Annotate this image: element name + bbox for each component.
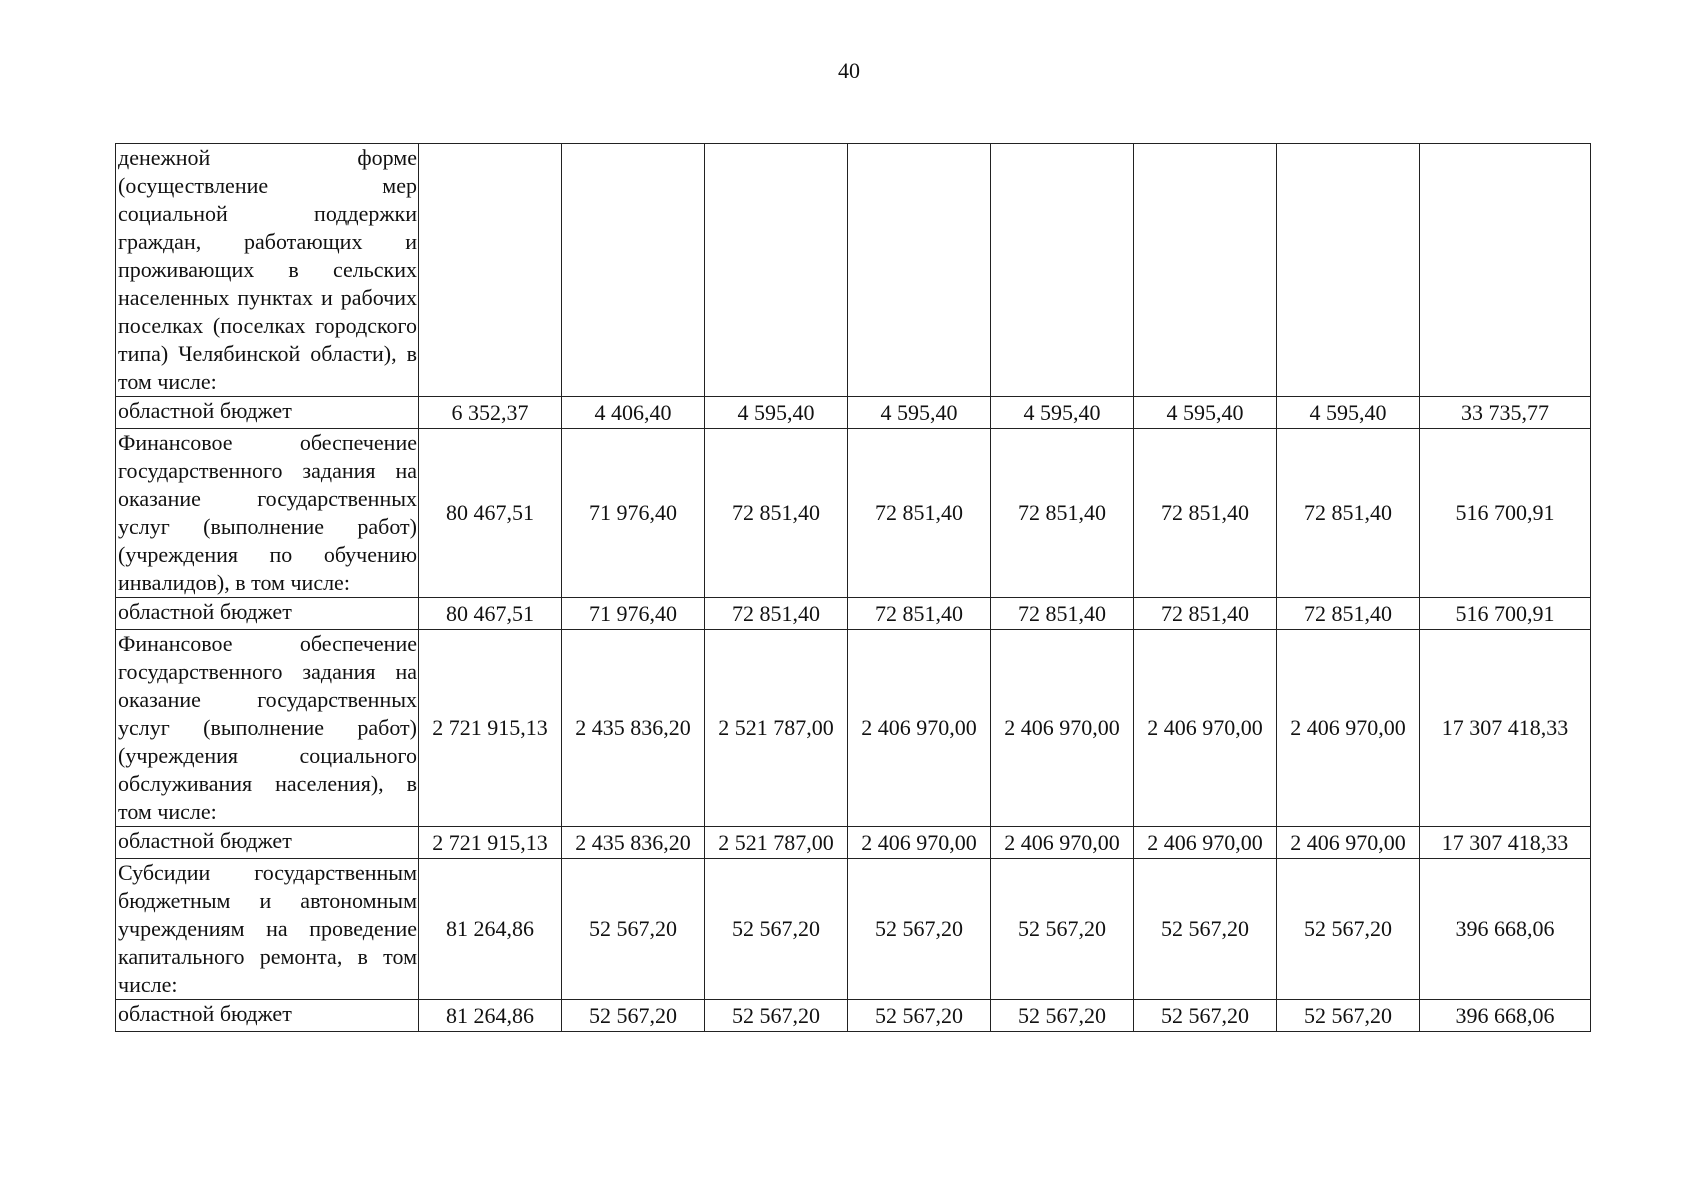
value-cell: 72 851,40 [848,429,991,598]
budget-table-body [116,144,1591,1032]
value-cell: 72 851,40 [848,598,991,630]
value-cell: 52 567,20 [1134,1000,1277,1032]
funding-source-cell: областной бюджет [116,1000,419,1032]
item-description-cell: Финансовое обеспечение государственного задания на оказание государственных услуг (выполнение работ) (учреждения социального обслуживания населения), в том числе: [116,630,419,827]
value-cell: 4 595,40 [848,397,991,429]
value-cell: 2 406 970,00 [1134,630,1277,827]
value-cell: 52 567,20 [848,859,991,1000]
funding-source-cell: областной бюджет [116,598,419,630]
total-cell: 33 735,77 [1420,397,1591,429]
funding-source-cell: областной бюджет [116,827,419,859]
value-cell [991,144,1134,397]
value-cell [419,144,562,397]
value-cell: 2 406 970,00 [1277,630,1420,827]
value-cell: 81 264,86 [419,859,562,1000]
value-cell: 4 595,40 [1277,397,1420,429]
value-cell: 2 406 970,00 [848,827,991,859]
value-cell: 52 567,20 [562,1000,705,1032]
value-cell: 71 976,40 [562,598,705,630]
subtotal-row [116,1000,1591,1032]
item-description-cell: денежной форме (осуществление мер социальной поддержки граждан, работающих и проживающих в сельских населенных пунктах и рабочих поселках (поселках городского типа) Челябинской области), в том числе: [116,144,419,397]
total-cell: 17 307 418,33 [1420,630,1591,827]
value-cell: 80 467,51 [419,598,562,630]
subtotal-row [116,827,1591,859]
value-cell [848,144,991,397]
table-row [116,630,1591,827]
value-cell: 4 406,40 [562,397,705,429]
value-cell: 72 851,40 [1277,598,1420,630]
value-cell: 72 851,40 [1277,429,1420,598]
table-row [116,429,1591,598]
total-cell: 396 668,06 [1420,859,1591,1000]
value-cell: 2 406 970,00 [991,630,1134,827]
value-cell: 52 567,20 [1134,859,1277,1000]
total-cell: 396 668,06 [1420,1000,1591,1032]
value-cell: 71 976,40 [562,429,705,598]
value-cell [1134,144,1277,397]
value-cell: 72 851,40 [1134,598,1277,630]
item-description-cell: Субсидии государственным бюджетным и автономным учреждениям на проведение капитального ремонта, в том числе: [116,859,419,1000]
value-cell: 52 567,20 [705,859,848,1000]
value-cell [705,144,848,397]
value-cell: 52 567,20 [991,859,1134,1000]
value-cell: 72 851,40 [705,429,848,598]
total-cell: 17 307 418,33 [1420,827,1591,859]
page-number: 40 [838,58,860,83]
total-cell [1420,144,1591,397]
value-cell [562,144,705,397]
value-cell: 81 264,86 [419,1000,562,1032]
value-cell: 2 406 970,00 [1277,827,1420,859]
value-cell: 6 352,37 [419,397,562,429]
value-cell [1277,144,1420,397]
value-cell: 52 567,20 [562,859,705,1000]
value-cell: 72 851,40 [991,598,1134,630]
table-row [116,859,1591,1000]
total-cell: 516 700,91 [1420,598,1591,630]
value-cell: 52 567,20 [848,1000,991,1032]
value-cell: 52 567,20 [705,1000,848,1032]
budget-table [115,143,1591,1032]
value-cell: 2 721 915,13 [419,630,562,827]
value-cell: 2 406 970,00 [1134,827,1277,859]
funding-source-cell: областной бюджет [116,397,419,429]
value-cell: 2 721 915,13 [419,827,562,859]
value-cell: 2 521 787,00 [705,827,848,859]
value-cell: 72 851,40 [991,429,1134,598]
value-cell: 4 595,40 [705,397,848,429]
value-cell: 52 567,20 [1277,859,1420,1000]
value-cell: 2 521 787,00 [705,630,848,827]
value-cell: 4 595,40 [1134,397,1277,429]
value-cell: 2 406 970,00 [991,827,1134,859]
value-cell: 72 851,40 [1134,429,1277,598]
table-row [116,144,1591,397]
value-cell: 2 435 836,20 [562,827,705,859]
subtotal-row [116,397,1591,429]
value-cell: 52 567,20 [991,1000,1134,1032]
value-cell: 2 435 836,20 [562,630,705,827]
item-description-cell: Финансовое обеспечение государственного задания на оказание государственных услуг (выполнение работ) (учреждения по обучению инвалидов), в том числе: [116,429,419,598]
value-cell: 52 567,20 [1277,1000,1420,1032]
value-cell: 4 595,40 [991,397,1134,429]
value-cell: 2 406 970,00 [848,630,991,827]
value-cell: 80 467,51 [419,429,562,598]
subtotal-row [116,598,1591,630]
value-cell: 72 851,40 [705,598,848,630]
total-cell: 516 700,91 [1420,429,1591,598]
